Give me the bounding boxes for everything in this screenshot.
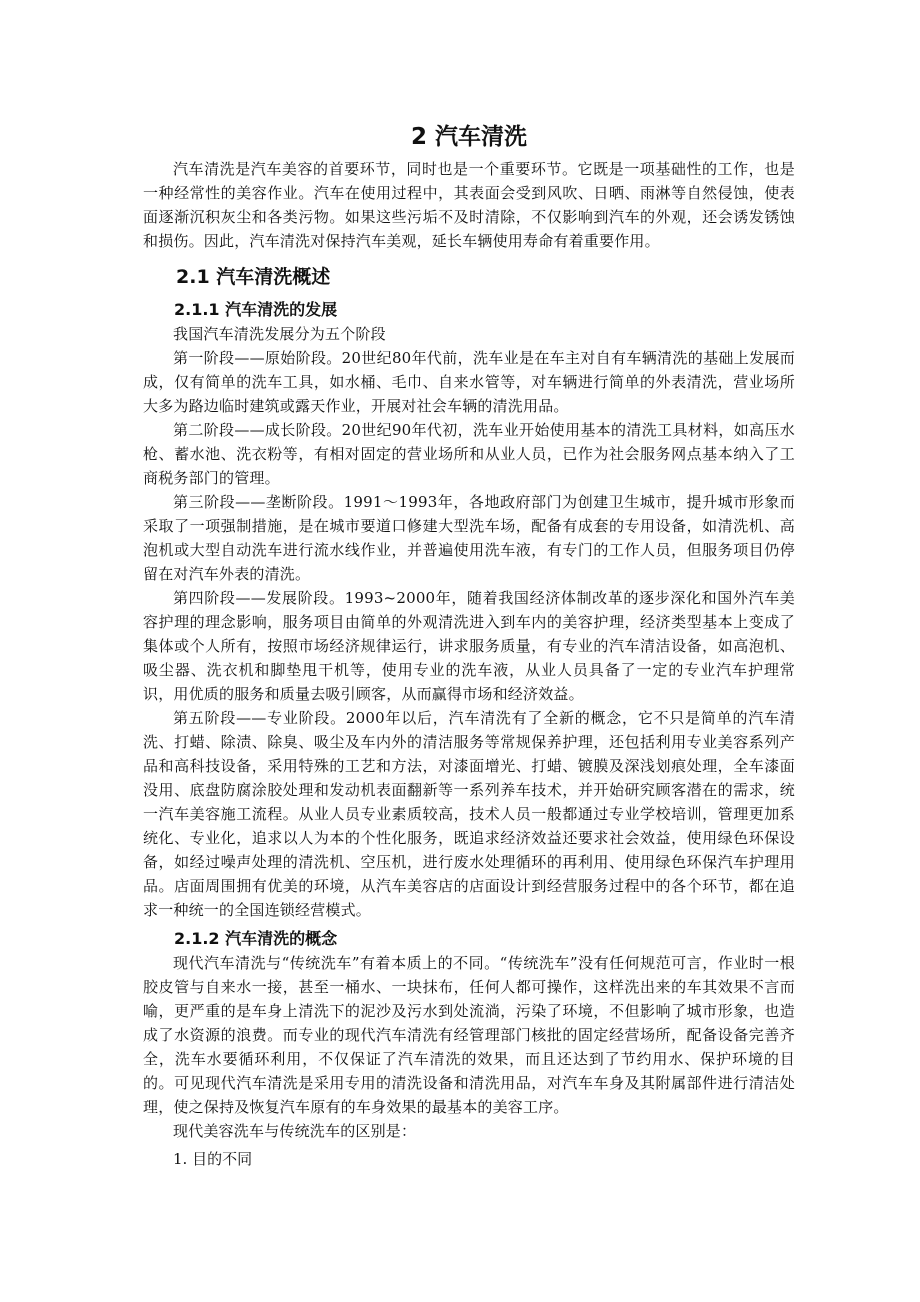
stage-4-paragraph: 第四阶段——发展阶段。1993~2000年，随着我国经济体制改革的逐步深化和国外汽车美容护理的理念影响，服务项目由简单的外观清洗进入到车内的美容护理，经济类型基本上变成了集体或个人所有，按照市场经济规律运行，讲求服务质量，有专业的汽车清洁设备，如高泡机、吸尘器、洗衣机和脚垫甩干机等，使用专业的洗车液，从业人员具备了一定的专业汽车护理常识，用优质的服务和质量去吸引顾客，从而赢得市场和经济效益。 [143,589,795,703]
concept-paragraph: 现代汽车清洗与“传统洗车”有着本质上的不同。“传统洗车”没有任何规范可言，作业时一根胶皮管与自来水一接，甚至一桶水、一块抹布，任何人都可操作，这样洗出来的车其效果不言而喻，更严重的是车身上清洗下的泥沙及污水到处流淌，污染了环境，不但影响了城市形象，也造成了水资源的浪费。而专业的现代汽车清洗有经管理部门核批的固定经营场所，配备设备完善齐全，洗车水要循环利用，不仅保证了汽车清洗的效果，而且还达到了节约用水、保护环境的目的。可见现代汽车清洗是采用专用的清洗设备和清洗用品，对汽车车身及其附属部件进行清洁处理，使之保持及恢复汽车原有的车身效果的最基本的美容工序。 [143,954,795,1116]
section-heading-2-1: 2.1 汽车清洗概述 [176,266,331,288]
section-heading-2-1-2: 2.1.2 汽车清洗的概念 [174,929,338,948]
stage-3-paragraph: 第三阶段——垄断阶段。1991～1993年，各地政府部门为创建卫生城市，提升城市形象而采取了一项强制措施，是在城市要道口修建大型洗车场，配备有成套的专用设备，如清洗机、高泡机或大型自动洗车进行流水线作业，并普遍使用洗车液，有专门的工作人员，但服务项目仍停留在对汽车外表的清洗。 [143,493,795,583]
chapter-title: 2 汽车清洗 [410,124,527,150]
section-heading-2-1-1: 2.1.1 汽车清洗的发展 [174,300,338,319]
stages-intro: 我国汽车清洗发展分为五个阶段 [173,325,386,343]
stage-5-paragraph: 第五阶段——专业阶段。2000年以后，汽车清洗有了全新的概念，它不只是简单的汽车清洗、打蜡、除渍、除臭、吸尘及车内外的清洁服务等常规保养护理，还包括利用专业美容系列产品和高科技设备，采用特殊的工艺和方法，对漆面增光、打蜡、镀膜及深浅划痕处理，全车漆面没用、底盘防腐涂胶处理和发动机表面翻新等一系列养车技术，并开始研究顾客潜在的需求，统一汽车美容施工流程。从业人员专业素质较高，技术人员一般都通过专业学校培训，管理更加系统化、专业化，追求以人为本的个性化服务，既追求经济效益还要求社会效益，使用绿色环保设备，如经过噪声处理的清洗机、空压机，进行废水处理循环的再利用、使用绿色环保汽车护理用品。店面周围拥有优美的环境，从汽车美容店的店面设计到经营服务过程中的各个环节，都在追求一种统一的全国连锁经营模式。 [143,709,795,919]
difference-intro: 现代美容洗车与传统洗车的区别是： [173,1122,417,1140]
document-body [143,118,795,1171]
stage-1-paragraph: 第一阶段——原始阶段。20世纪80年代前，洗车业是在车主对自有车辆清洗的基础上发展而成，仅有简单的洗车工具，如水桶、毛巾、自来水管等，对车辆进行简单的外表清洗，营业场所大多为路边临时建筑或露天作业，开展对社会车辆的清洗用品。 [143,349,795,415]
stage-2-paragraph: 第二阶段——成长阶段。20世纪90年代初，洗车业开始使用基本的清洗工具材料，如高压水枪、蓄水池、洗衣粉等，有相对固定的营业场所和从业人员，已作为社会服务网点基本纳入了工商税务部门的管理。 [143,421,795,487]
intro-paragraph: 汽车清洗是汽车美容的首要环节，同时也是一个重要环节。它既是一项基础性的工作，也是一种经常性的美容作业。汽车在使用过程中，其表面会受到风吹、日晒、雨淋等自然侵蚀，使表面逐渐沉积灰尘和各类污物。如果这些污垢不及时清除，不仅影响到汽车的外观，还会诱发锈蚀和损伤。因此，汽车清洗对保持汽车美观，延长车辆使用寿命有着重要作用。 [143,160,795,250]
difference-item-1: 1. 目的不同 [173,1150,253,1168]
